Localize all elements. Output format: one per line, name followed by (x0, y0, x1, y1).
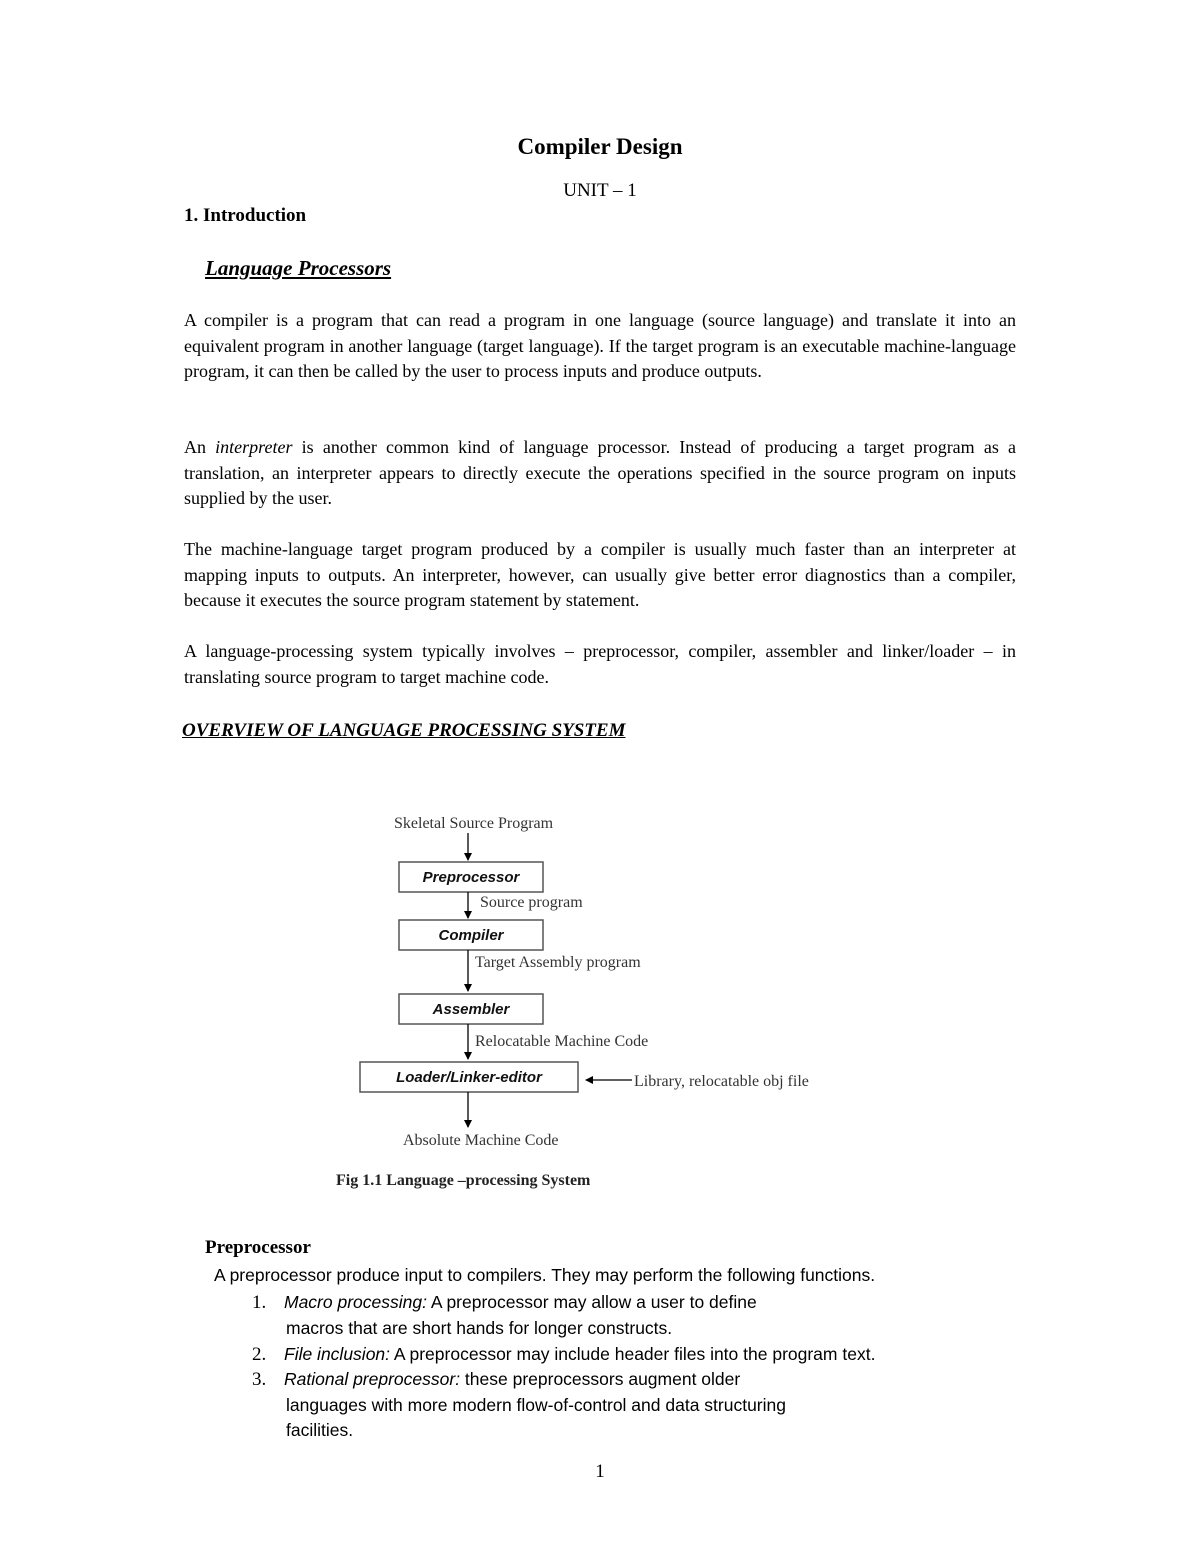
list-text: these preprocessors augment older (460, 1369, 741, 1389)
interpreter-prefix: An (184, 437, 216, 457)
list-number: 3. (252, 1369, 267, 1390)
list-continuation: languages with more modern flow-of-control and data structuring (286, 1395, 786, 1415)
overview-heading: OVERVIEW OF LANGUAGE PROCESSING SYSTEM (182, 720, 626, 741)
list-number: 1. (252, 1292, 267, 1313)
list-term: Rational preprocessor: (284, 1369, 461, 1389)
compiler-box-label: Compiler (438, 927, 504, 944)
list-continuation: facilities. (286, 1420, 354, 1440)
loader-linker-box-label: Loader/Linker-editor (396, 1069, 542, 1086)
interpreter-rest: is another common kind of language processor. Instead of producing a target program as a translation, an interpreter appears to directly execute the operations specified in the source program on inputs supplied by the user. (184, 437, 1016, 508)
edge-label-source-program: Source program (480, 894, 583, 911)
paragraph-compiler: A compiler is a program that can read a program in one language (source language) and translate it into an equivalent program in another language (target language). If the target program is an executable machine-language program, it can then be called by the user to process inputs and produce outputs. (184, 310, 1016, 381)
list-text: A preprocessor may allow a user to define (426, 1292, 757, 1312)
assembler-box-label: Assembler (432, 1001, 510, 1018)
list-item (252, 1292, 757, 1314)
paragraph-system: A language-processing system typically involves – preprocessor, compiler, assembler and linker/loader – in translating source program to target machine code. (184, 641, 1016, 687)
unit-label: UNIT – 1 (563, 180, 637, 201)
list-continuation: macros that are short hands for longer constructs. (286, 1318, 673, 1338)
preprocessor-intro: A preprocessor produce input to compilers. They may perform the following functions. (214, 1265, 876, 1285)
list-text: A preprocessor may include header files into the program text. (390, 1344, 876, 1364)
subheading-language-processors: Language Processors (205, 256, 392, 280)
preprocessor-heading: Preprocessor (205, 1237, 311, 1258)
list-term: Macro processing: (284, 1292, 427, 1312)
page-number: 1 (595, 1461, 605, 1482)
document-title: Compiler Design (517, 134, 683, 159)
side-input-label: Library, relocatable obj file (634, 1073, 809, 1090)
section-heading: 1. Introduction (184, 205, 307, 226)
figure-caption: Fig 1.1 Language –processing System (336, 1172, 591, 1189)
paragraph-comparison: The machine-language target program produced by a compiler is usually much faster than an interpreter at mapping inputs to outputs. An interpreter, however, can usually give better error diagnostics than a compiler, because it executes the source program statement by statement. (184, 539, 1016, 610)
interpreter-term: interpreter (215, 437, 293, 457)
preprocessor-box-label: Preprocessor (422, 869, 520, 886)
edge-label-relocatable-code: Relocatable Machine Code (475, 1033, 649, 1050)
list-number: 2. (252, 1344, 267, 1365)
list-item (252, 1344, 875, 1366)
edge-label-target-assembly: Target Assembly program (475, 954, 641, 971)
diagram-input-label: Skeletal Source Program (394, 815, 554, 832)
list-term: File inclusion: (284, 1344, 391, 1364)
list-item (252, 1369, 740, 1391)
diagram-output-label: Absolute Machine Code (403, 1132, 559, 1149)
